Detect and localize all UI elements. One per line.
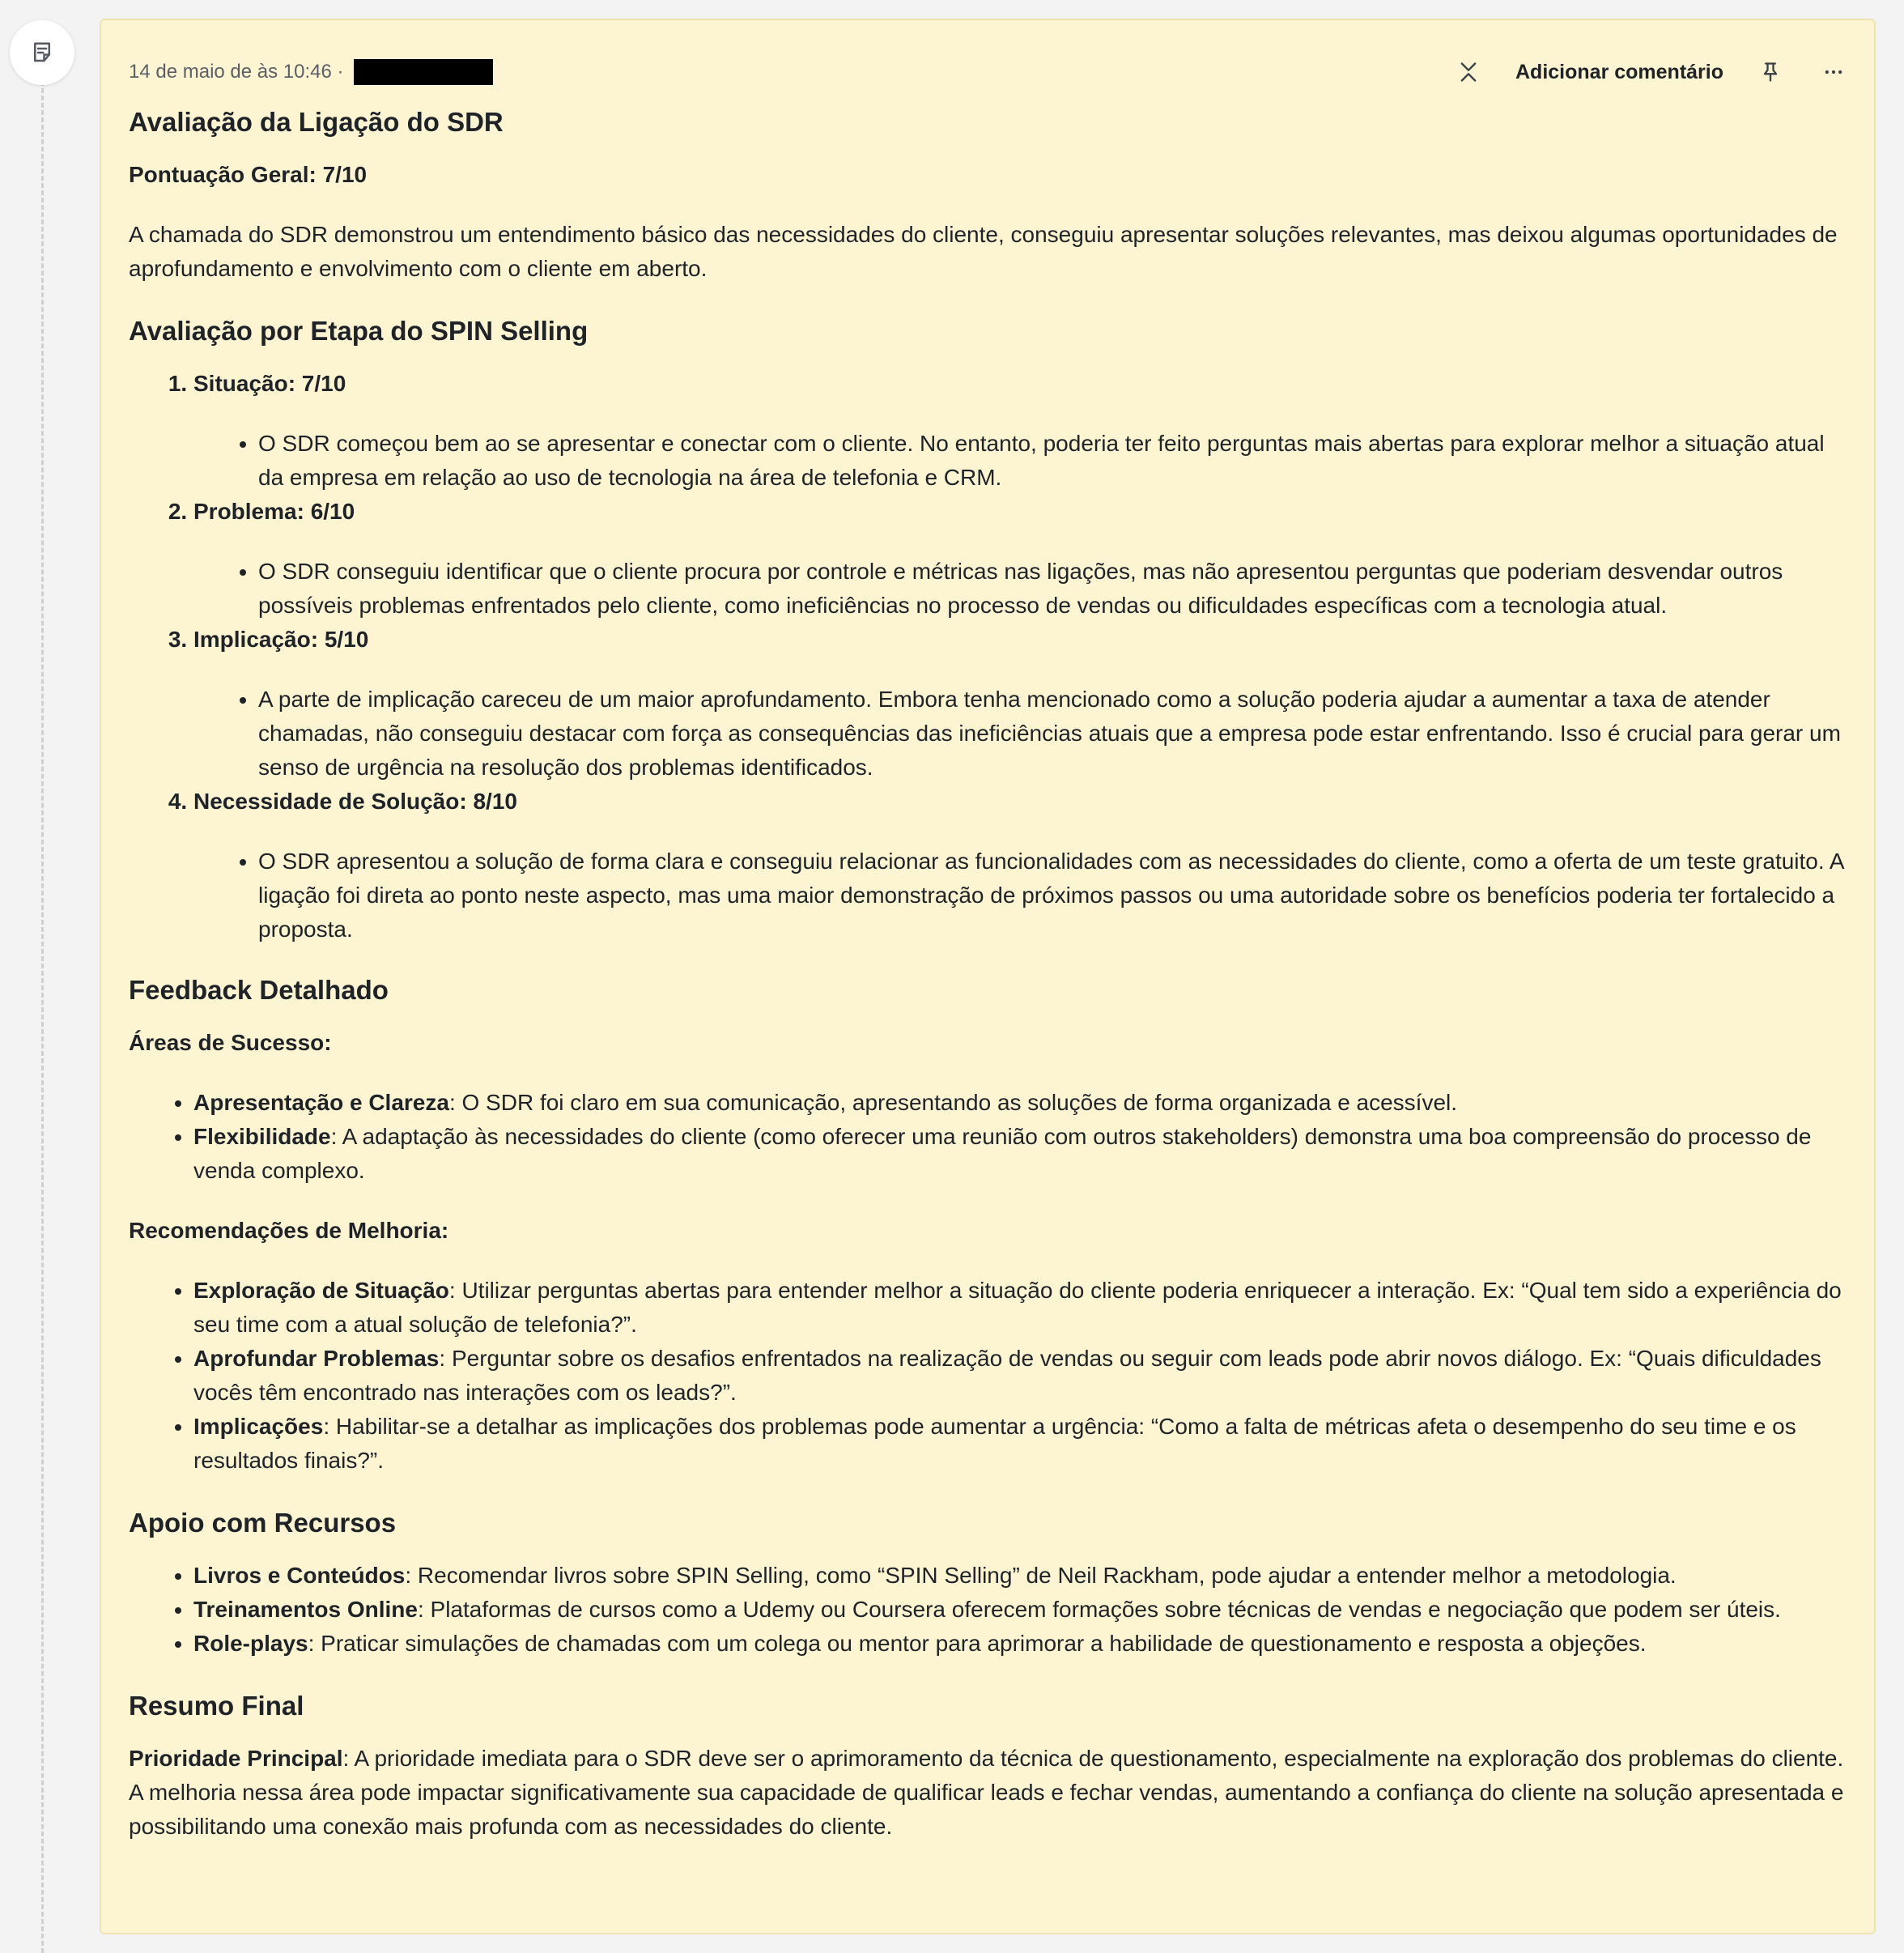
resources-list [129, 1559, 1845, 1661]
spin-step-detail: • O SDR apresentou a solução de forma clara e conseguiu relacionar as funcionalidades com as necessidades do cliente, como a oferta de um teste gratuito. A ligação foi direta ao ponto neste aspecto, mas uma maior demonstração de próximos passos ou uma autoridade sobre os benefícios poderia ter fortalecido a proposta. [258, 845, 1845, 947]
note-timestamp: 14 de maio de às 10:46 · [129, 61, 344, 83]
note-title: Avaliação da Ligação do SDR [129, 107, 504, 137]
spin-step-title: Implicação: 5/10 [193, 627, 369, 652]
item-text: : Habilitar-se a detalhar as implicações dos problemas pode aumentar a urgência: “Como a falta de métricas afeta o desempenho do seu time e os resultados finais?”. [193, 1414, 1796, 1473]
item-term: Treinamentos Online [193, 1597, 418, 1622]
spin-step [193, 495, 1845, 623]
spin-step [193, 623, 1845, 785]
note-meta [129, 59, 493, 85]
list-item [193, 1274, 1845, 1342]
item-term: Livros e Conteúdos [193, 1563, 406, 1588]
item-text: : A adaptação às necessidades do cliente (como oferecer uma reunião com outros stakeholders) demonstra uma boa compreensão do processo de venda complexo. [193, 1124, 1812, 1183]
summary-text: : A prioridade imediata para o SDR deve ser o aprimoramento da técnica de questionamento, especialmente na exploração dos problemas do cliente. A melhoria nessa área pode impactar significativamente sua capacidade de qualificar leads e fechar vendas, aumentando a confiança do cliente na solução apresentada e possibilitando uma conexão mais profunda com as necessidades do cliente. [129, 1746, 1844, 1839]
spin-step-title: Necessidade de Solução: 8/10 [193, 789, 517, 814]
note-icon [30, 40, 54, 65]
success-list [129, 1086, 1845, 1188]
feedback-heading: Feedback Detalhado [129, 975, 389, 1005]
more-icon [1822, 61, 1845, 83]
note-actions [1452, 56, 1850, 88]
list-item [193, 1410, 1845, 1478]
overall-score: Pontuação Geral: 7/10 [129, 162, 368, 187]
improve-label: Recomendações de Melhoria: [129, 1218, 449, 1243]
list-item [193, 1593, 1845, 1627]
note-card [100, 19, 1876, 1934]
list-item [193, 1342, 1845, 1410]
item-term: Aprofundar Problemas [193, 1346, 440, 1371]
pin-icon [1759, 61, 1782, 83]
item-term: Flexibilidade [193, 1124, 331, 1149]
pin-button[interactable] [1754, 56, 1787, 88]
success-label: Áreas de Sucesso: [129, 1030, 332, 1055]
note-type-badge [10, 20, 74, 85]
spin-step-detail: • O SDR conseguiu identificar que o cliente procura por controle e métricas nas ligações, mas não apresentou perguntas que poderiam desvendar outros possíveis problemas enfrentados pelo cliente, como ineficiências no processo de vendas ou dificuldades específicas com a tecnologia atual. [258, 555, 1845, 623]
add-comment-button[interactable]: Adicionar comentário [1515, 60, 1723, 83]
spin-step [193, 367, 1845, 495]
timeline-connector [41, 81, 44, 1953]
list-item [193, 1120, 1845, 1188]
spin-step-details [193, 683, 1845, 785]
item-text: : O SDR foi claro em sua comunicação, apresentando as soluções de forma organizada e acessível. [448, 1090, 1458, 1115]
summary-term: Prioridade Principal [129, 1746, 343, 1771]
item-term: Role-plays [193, 1631, 308, 1656]
list-item [193, 1559, 1845, 1593]
item-text: : Perguntar sobre os desafios enfrentados na realização de vendas ou seguir com leads pode abrir novos diálogo. Ex: “Quais dificuldades vocês têm encontrado nas interações com os leads?”. [193, 1346, 1821, 1405]
resources-heading: Apoio com Recursos [129, 1508, 397, 1538]
spin-steps-list [129, 367, 1845, 947]
item-term: Implicações [193, 1414, 324, 1439]
item-term: Apresentação e Clareza [193, 1090, 449, 1115]
summary-heading: Resumo Final [129, 1691, 304, 1721]
collapse-icon [1457, 61, 1480, 83]
summary-paragraph [129, 1742, 1845, 1844]
improve-list [129, 1274, 1845, 1478]
item-text: : Praticar simulações de chamadas com um colega ou mentor para aprimorar a habilidade de questionamento e resposta a objeções. [308, 1631, 1647, 1656]
spin-step-detail: • A parte de implicação careceu de um maior aprofundamento. Embora tenha mencionado como a solução poderia ajudar a aumentar a taxa de atender chamadas, não conseguiu destacar com força as consequências das ineficiências atuais que a empresa pode estar enfrentando. Isso é crucial para gerar um senso de urgência na resolução dos problemas identificados. [258, 683, 1845, 785]
more-options-button[interactable] [1817, 56, 1850, 88]
spin-heading: Avaliação por Etapa do SPIN Selling [129, 316, 589, 346]
collapse-button[interactable] [1452, 56, 1485, 88]
list-item [193, 1627, 1845, 1661]
item-term: Exploração de Situação [193, 1278, 449, 1303]
intro-paragraph: A chamada do SDR demonstrou um entendimento básico das necessidades do cliente, conseguiu apresentar soluções relevantes, mas deixou algumas oportunidades de aprofundamento e envolvimento com o cliente em aberto. [129, 222, 1838, 281]
redacted-author [354, 59, 493, 85]
spin-step-details [193, 427, 1845, 495]
spin-step-details [193, 845, 1845, 947]
list-item [193, 1086, 1845, 1120]
note-header [129, 40, 1850, 104]
spin-step-detail: • O SDR começou bem ao se apresentar e conectar com o cliente. No entanto, poderia ter feito perguntas mais abertas para explorar melhor a situação atual da empresa em relação ao uso de tecnologia na área de telefonia e CRM. [258, 427, 1845, 495]
item-text: : Recomendar livros sobre SPIN Selling, como “SPIN Selling” de Neil Rackham, pode ajudar a entender melhor a metodologia. [405, 1563, 1677, 1588]
spin-step-title: Situação: 7/10 [193, 371, 346, 396]
note-content [129, 103, 1845, 1870]
item-text: : Plataformas de cursos como a Udemy ou Coursera oferecem formações sobre técnicas de vendas e negociação que podem ser úteis. [417, 1597, 1781, 1622]
spin-step [193, 785, 1845, 947]
item-text: : Utilizar perguntas abertas para entender melhor a situação do cliente poderia enriquecer a interação. Ex: “Qual tem sido a experiência do seu time com a atual solução de telefonia?”. [193, 1278, 1842, 1337]
spin-step-title: Problema: 6/10 [193, 499, 355, 524]
spin-step-details [193, 555, 1845, 623]
